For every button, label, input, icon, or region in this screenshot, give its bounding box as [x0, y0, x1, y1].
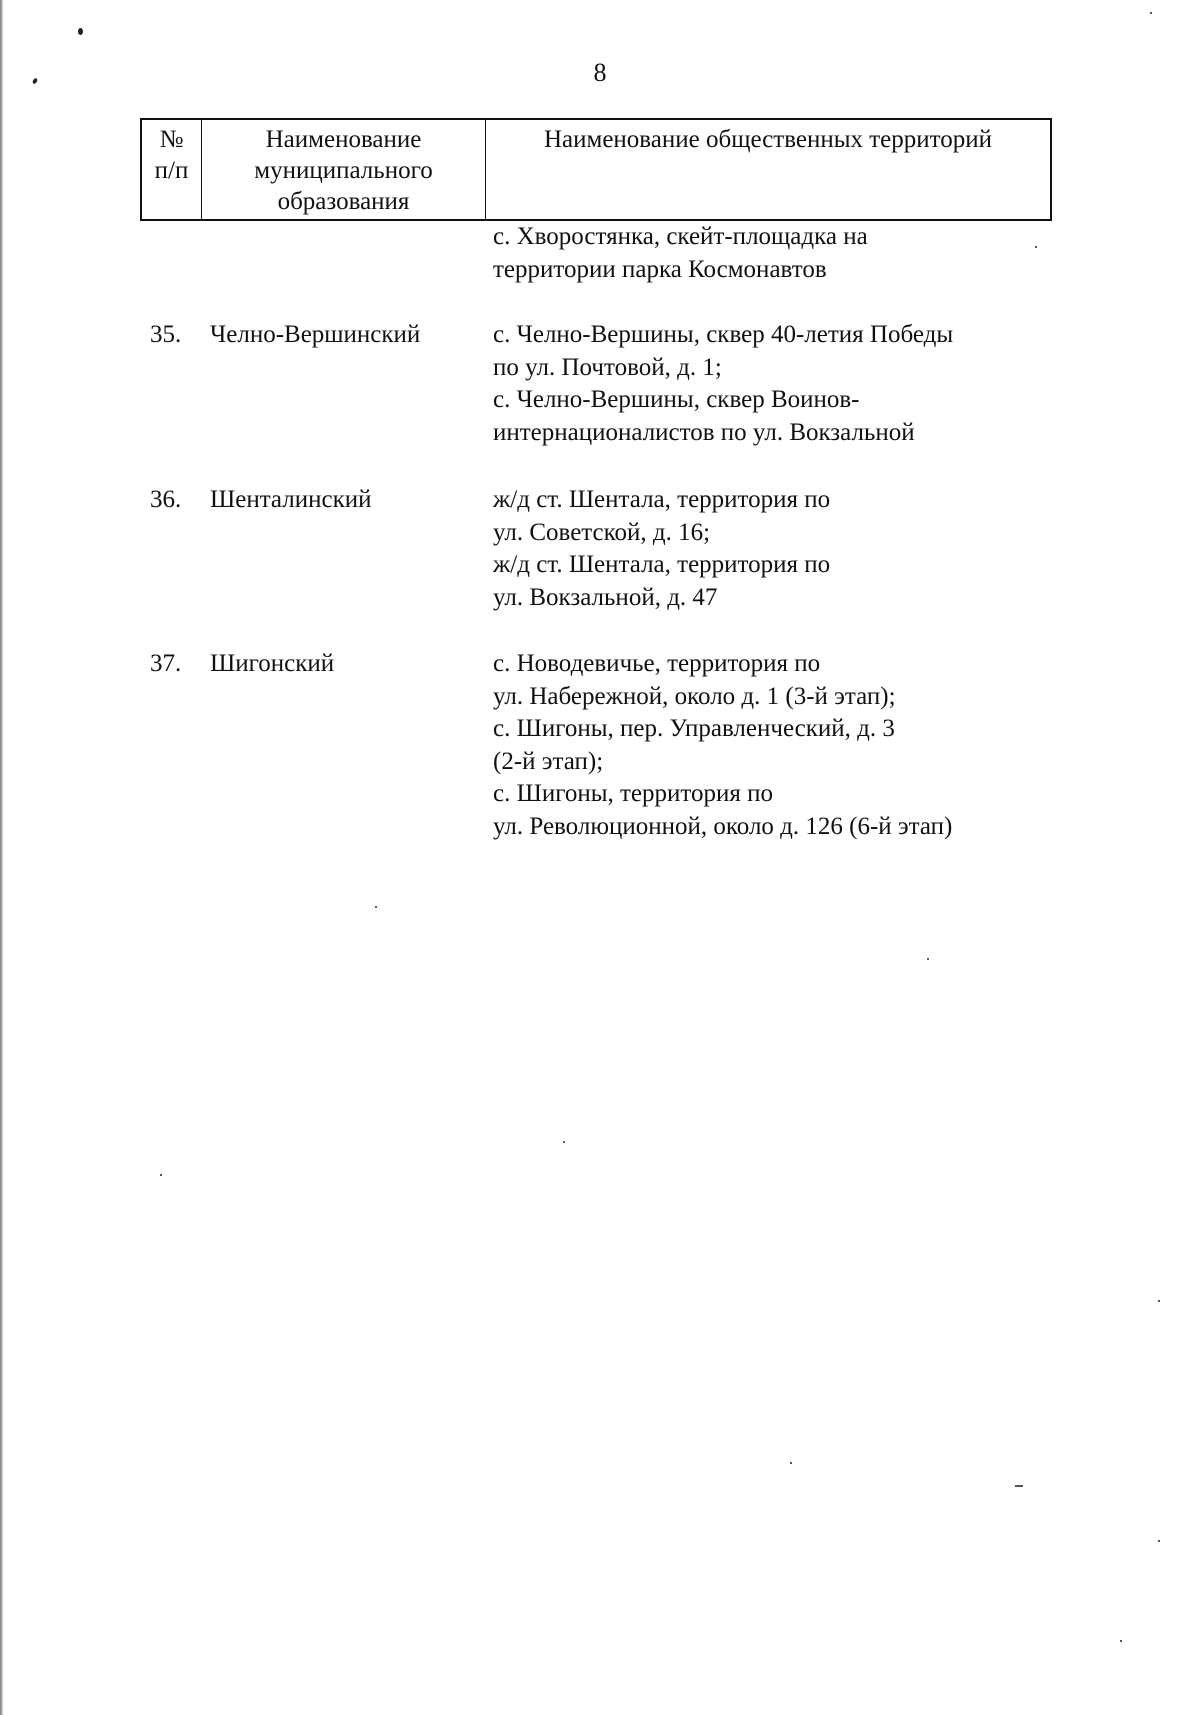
scan-speck — [1158, 1540, 1160, 1542]
territory-line: интернационалистов по ул. Вокзальной — [493, 418, 915, 446]
scan-speck — [160, 1174, 162, 1176]
table-header — [140, 118, 1052, 221]
scan-speck — [1158, 1300, 1160, 1302]
header-municipality-line: образования — [277, 188, 410, 215]
page-number: 8 — [593, 58, 607, 87]
municipality-name: Шенталинский — [210, 486, 372, 513]
territory-line: с. Новодевичье, территория по — [493, 650, 821, 677]
header-num-line: № — [159, 126, 184, 153]
row-number: 37. — [150, 650, 182, 677]
scan-speck — [1015, 1485, 1023, 1487]
territory-line: с. Челно-Вершины, сквер 40-летия Победы — [493, 321, 954, 348]
territory-line: территории парка Космонавтов — [493, 255, 827, 283]
scan-speck — [1120, 1640, 1122, 1642]
header-territories-cell — [486, 120, 1050, 219]
header-num-cell — [142, 120, 202, 219]
scan-speck — [78, 28, 83, 35]
row-number: 35. — [150, 321, 182, 348]
territories-cell — [493, 484, 1053, 614]
header-municipality-line: муниципального — [254, 157, 433, 184]
header-num-line: п/п — [154, 157, 189, 184]
territory-line: с. Челно-Вершины, сквер Воинов- — [493, 386, 860, 413]
territory-line: ж/д ст. Шентала, территория по — [493, 486, 831, 513]
territory-line: ул. Вокзальной, д. 47 — [493, 583, 718, 611]
scan-speck — [563, 1141, 565, 1143]
territories-cell — [493, 221, 1053, 286]
scan-speck — [927, 958, 929, 960]
scan-edge — [0, 0, 3, 1715]
scan-speck — [375, 906, 377, 908]
header-municipality-cell — [202, 120, 486, 219]
header-municipality-line: Наименование — [265, 126, 422, 153]
territory-line: ул. Революционной, около д. 126 (6-й этап) — [493, 812, 953, 840]
territory-line: с. Шигоны, пер. Управленческий, д. 3 — [493, 715, 895, 742]
municipality-name: Челно-Вершинский — [210, 321, 421, 348]
scan-speck — [790, 1462, 792, 1464]
territory-line: с. Хворостянка, скейт-площадка на — [493, 223, 868, 250]
header-territories-label: Наименование общественных территорий — [543, 126, 993, 153]
row-number: 36. — [150, 486, 182, 513]
territory-line: ул. Набережной, около д. 1 (3-й этап); — [493, 682, 896, 710]
territories-cell — [493, 319, 1053, 449]
municipality-name: Шигонский — [210, 650, 335, 677]
territory-line: ул. Советской, д. 16; — [493, 518, 711, 546]
territory-line: ж/д ст. Шентала, территория по — [493, 551, 831, 578]
territory-line: по ул. Почтовой, д. 1; — [493, 353, 722, 381]
territories-cell — [493, 648, 1053, 843]
territory-line: с. Шигоны, территория по — [493, 780, 774, 807]
territory-line: (2-й этап); — [493, 747, 604, 775]
scan-speck — [1150, 12, 1152, 14]
